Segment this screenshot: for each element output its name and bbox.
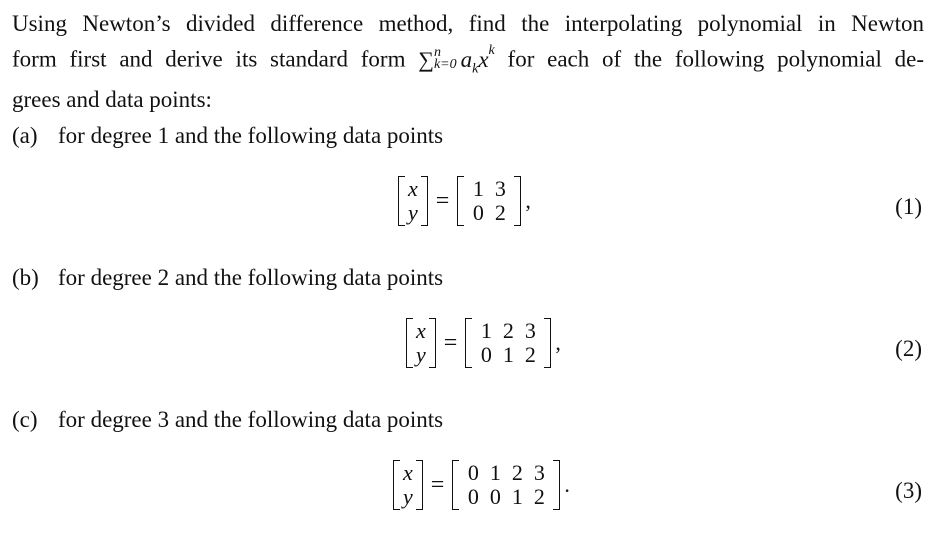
equation-punctuation: , [555, 330, 561, 355]
y-value: 2 [524, 342, 536, 367]
y-value: 0 [467, 484, 479, 509]
lhs-x: x [416, 318, 426, 343]
equation-number-2: (2) [895, 336, 922, 361]
y-value: 0 [489, 484, 501, 509]
intro-line-3: grees and data points: [12, 87, 212, 113]
lhs-y: y [416, 342, 426, 367]
x-value: 1 [480, 318, 492, 343]
problem-statement [12, 8, 924, 115]
item-label: (b) [12, 265, 39, 290]
item-a [12, 122, 443, 150]
item-text: for degree 3 and the following data points [58, 407, 444, 432]
y-value: 1 [511, 484, 523, 509]
coef-a: a [460, 46, 473, 72]
data-matrix [457, 176, 521, 226]
intro-line-2-before: form first and derive its standard form [12, 46, 406, 72]
equals-sign: = [430, 471, 445, 498]
intro-line-1: Using Newton’s divided difference method, find the interpolating polynomial in Newton [12, 11, 924, 36]
lhs-vector [398, 176, 428, 226]
equation-number-3: (3) [895, 478, 922, 503]
equals-sign: = [435, 187, 450, 214]
item-label: (c) [12, 407, 38, 432]
y-value: 0 [480, 342, 492, 367]
sum-symbol: ∑ [418, 46, 434, 72]
lhs-vector [406, 318, 436, 368]
x-value: 3 [533, 460, 545, 485]
sum-limits [434, 47, 457, 71]
x-value: 3 [494, 176, 506, 201]
lhs-x: x [403, 460, 413, 485]
lhs-x: x [408, 176, 418, 201]
sum-expression [418, 43, 495, 77]
intro-line-2 [12, 39, 924, 84]
equation-3 [393, 460, 570, 510]
item-b [12, 264, 443, 292]
item-text: for degree 2 and the following data points [58, 265, 444, 290]
equation-punctuation: . [564, 472, 570, 497]
sum-lower-limit: k=0 [433, 57, 457, 73]
data-matrix [452, 460, 560, 510]
sum-upper-limit: n [433, 45, 441, 61]
item-c [12, 406, 443, 434]
item-label: (a) [12, 123, 38, 148]
x-value: 3 [524, 318, 536, 343]
equation-number-1: (1) [895, 194, 922, 219]
item-text: for degree 1 and the following data points [58, 123, 444, 148]
y-value: 0 [472, 200, 484, 225]
equation-1 [398, 176, 531, 226]
var-exponent: k [488, 43, 495, 58]
y-value: 2 [533, 484, 545, 509]
var-x: x [478, 46, 489, 72]
data-matrix [465, 318, 551, 368]
y-value: 2 [494, 200, 506, 225]
lhs-y: y [403, 484, 413, 509]
x-value: 0 [467, 460, 479, 485]
x-value: 1 [489, 460, 501, 485]
coef-subscript: k [472, 61, 479, 77]
lhs-y: y [408, 200, 418, 225]
equation-2 [406, 318, 561, 368]
equation-punctuation: , [525, 188, 531, 213]
intro-line-2-after: for each of the following polynomial de- [507, 46, 924, 72]
x-value: 1 [472, 176, 484, 201]
y-value: 1 [502, 342, 514, 367]
x-value: 2 [511, 460, 523, 485]
x-value: 2 [502, 318, 514, 343]
equals-sign: = [443, 329, 458, 356]
lhs-vector [393, 460, 423, 510]
